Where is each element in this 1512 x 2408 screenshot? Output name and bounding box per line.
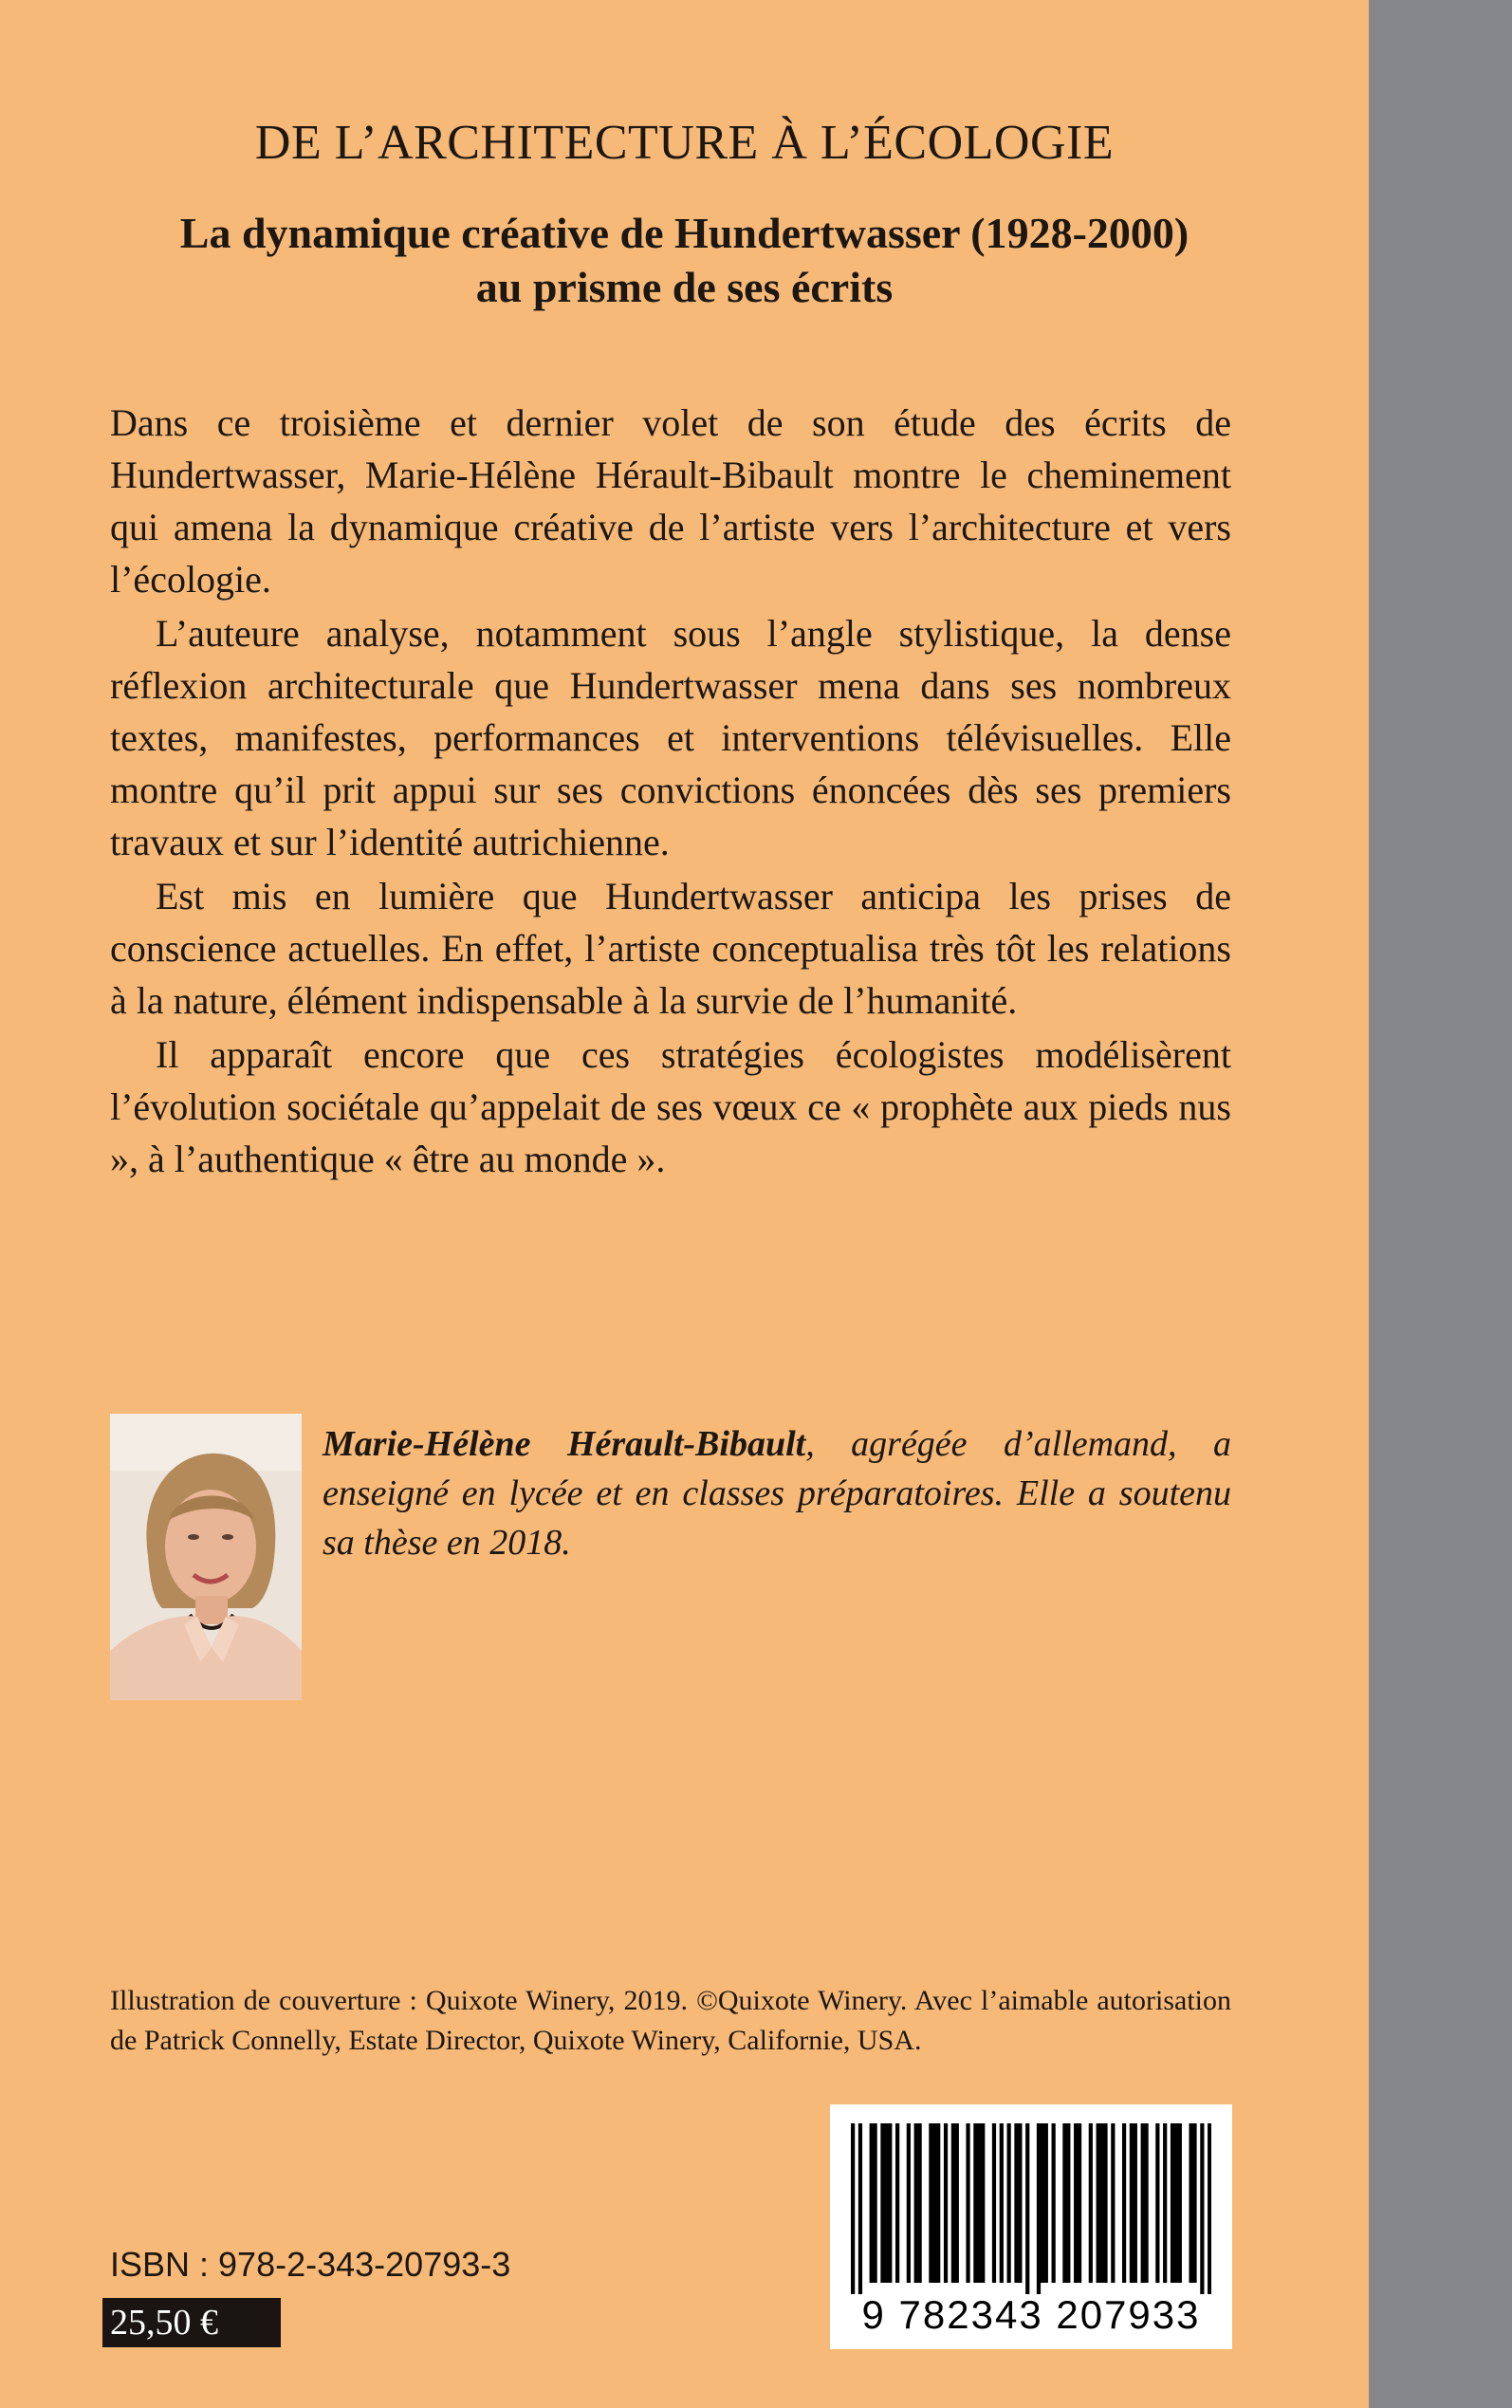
barcode-bar: [1141, 2123, 1145, 2283]
barcode-bar: [1130, 2123, 1134, 2283]
barcode-bar: [874, 2123, 877, 2283]
barcode-bar: [955, 2123, 959, 2283]
barcode-bar: [918, 2123, 922, 2283]
barcode-bar: [895, 2123, 899, 2283]
barcode-bar: [1178, 2123, 1182, 2283]
barcode-bar: [1155, 2123, 1159, 2283]
barcode-bar: [1089, 2123, 1093, 2283]
barcode-bar: [1189, 2123, 1192, 2283]
barcode-bars: [851, 2123, 1211, 2294]
barcode-bar: [992, 2123, 996, 2283]
barcode-bar: [1066, 2123, 1070, 2283]
summary-paragraph: L’auteure analyse, notamment sous l’angle stylistique, la dense réflexion architecturale que Hundertwasser mena dans ses nombreux textes, manifestes, performances et interventions télévisuelles. Elle montre qu’il prit appui sur ses convictions énoncées dès ses premiers travaux et sur l’identité autrichienne.: [110, 612, 1231, 863]
barcode-bar: [951, 2123, 955, 2283]
summary-paragraph: Est mis en lumière que Hundertwasser anticipa les prises de conscience actuelles. En effet, l’artiste conceptualisa très tôt les relations à la nature, élément indispensable à la survie de l’humanité.: [110, 875, 1231, 1022]
barcode-bar: [1111, 2123, 1115, 2283]
barcode-bar: [1052, 2123, 1056, 2283]
barcode-bar: [1192, 2123, 1196, 2283]
barcode-bar: [1208, 2123, 1211, 2294]
barcode-bar: [1041, 2123, 1044, 2283]
barcode-bar: [1044, 2123, 1048, 2283]
barcode-bar: [1007, 2123, 1011, 2283]
barcode-bar: [914, 2123, 918, 2283]
barcode-bar: [973, 2123, 977, 2283]
subtitle-line-2: au prisme de ses écrits: [475, 262, 894, 311]
barcode-bar: [1014, 2123, 1018, 2283]
barcode-bar: [1097, 2123, 1100, 2283]
barcode-bar: [981, 2123, 985, 2283]
barcode-bar: [929, 2123, 932, 2283]
barcode-bar: [1062, 2123, 1066, 2283]
barcode-bar: [1025, 2123, 1029, 2294]
summary-paragraph: Il apparaît encore que ces stratégies écologistes modélisèrent l’évolution sociétale qu’appelait de ses vœux ce « prophète aux pieds nus », à l’authentique « être au monde ».: [110, 1033, 1231, 1180]
barcode-bar: [1037, 2123, 1041, 2294]
barcode-bar: [1103, 2123, 1107, 2283]
barcode-bar: [1144, 2123, 1148, 2283]
author-bio: [323, 1419, 1231, 1567]
barcode-bar: [907, 2123, 911, 2283]
barcode-bar: [1078, 2123, 1081, 2283]
barcode: [830, 2104, 1232, 2349]
barcode-bar: [884, 2123, 888, 2283]
barcode-bar: [1018, 2123, 1022, 2283]
barcode-digits: 9 782343 207933: [861, 2292, 1201, 2337]
barcode-bar: [1171, 2123, 1174, 2283]
author-bio-text: , agrégée d’allemand, a enseigné en lycée et en classes préparatoires. Elle a soutenu sa thèse en 2018.: [323, 1424, 1231, 1563]
barcode-bar: [944, 2123, 948, 2283]
barcode-bar: [1200, 2123, 1204, 2294]
author-photo: [110, 1414, 302, 1700]
barcode-bar: [888, 2123, 892, 2283]
barcode-bar: [1099, 2123, 1103, 2283]
cover-credit: Illustration de couverture : Quixote Winery, 2019. ©Quixote Winery. Avec l’aimable autorisation de Patrick Connelly, Estate Director, Quixote Winery, Californie, USA.: [110, 1985, 1231, 2056]
isbn: ISBN : 978-2-343-20793-3: [110, 2245, 511, 2284]
spine-band: [1369, 0, 1512, 2408]
book-subtitle: [0, 207, 1369, 314]
barcode-bar: [977, 2123, 981, 2283]
book-title: DE L’ARCHITECTURE À L’ÉCOLOGIE: [254, 116, 1115, 170]
price-tag: 25,50 €: [102, 2298, 281, 2347]
barcode-bar: [1134, 2123, 1137, 2283]
barcode-bar: [870, 2123, 874, 2283]
summary-paragraph: Dans ce troisième et dernier volet de son étude des écrits de Hundertwasser, Marie-Hélène Hérault-Bibault montre le cheminement qui amena la dynamique créative de l’artiste vers l’architecture et vers l’écologie.: [110, 401, 1231, 601]
barcode-bar: [1074, 2123, 1078, 2283]
barcode-bar: [858, 2123, 862, 2294]
subtitle-line-1: La dynamique créative de Hundertwasser (1928-2000): [179, 209, 1189, 257]
barcode-bar: [966, 2123, 969, 2283]
barcode-bar: [932, 2123, 936, 2283]
barcode-bar: [936, 2123, 940, 2283]
barcode-bar: [880, 2123, 884, 2283]
barcode-bar: [1000, 2123, 1004, 2283]
author-name: Marie-Hélène Hérault-Bibault: [323, 1424, 806, 1464]
barcode-bar: [851, 2123, 855, 2294]
barcode-bar: [1174, 2123, 1178, 2283]
barcode-bar: [1122, 2123, 1126, 2283]
barcode-bar: [1163, 2123, 1167, 2283]
summary-text: [110, 397, 1231, 1187]
